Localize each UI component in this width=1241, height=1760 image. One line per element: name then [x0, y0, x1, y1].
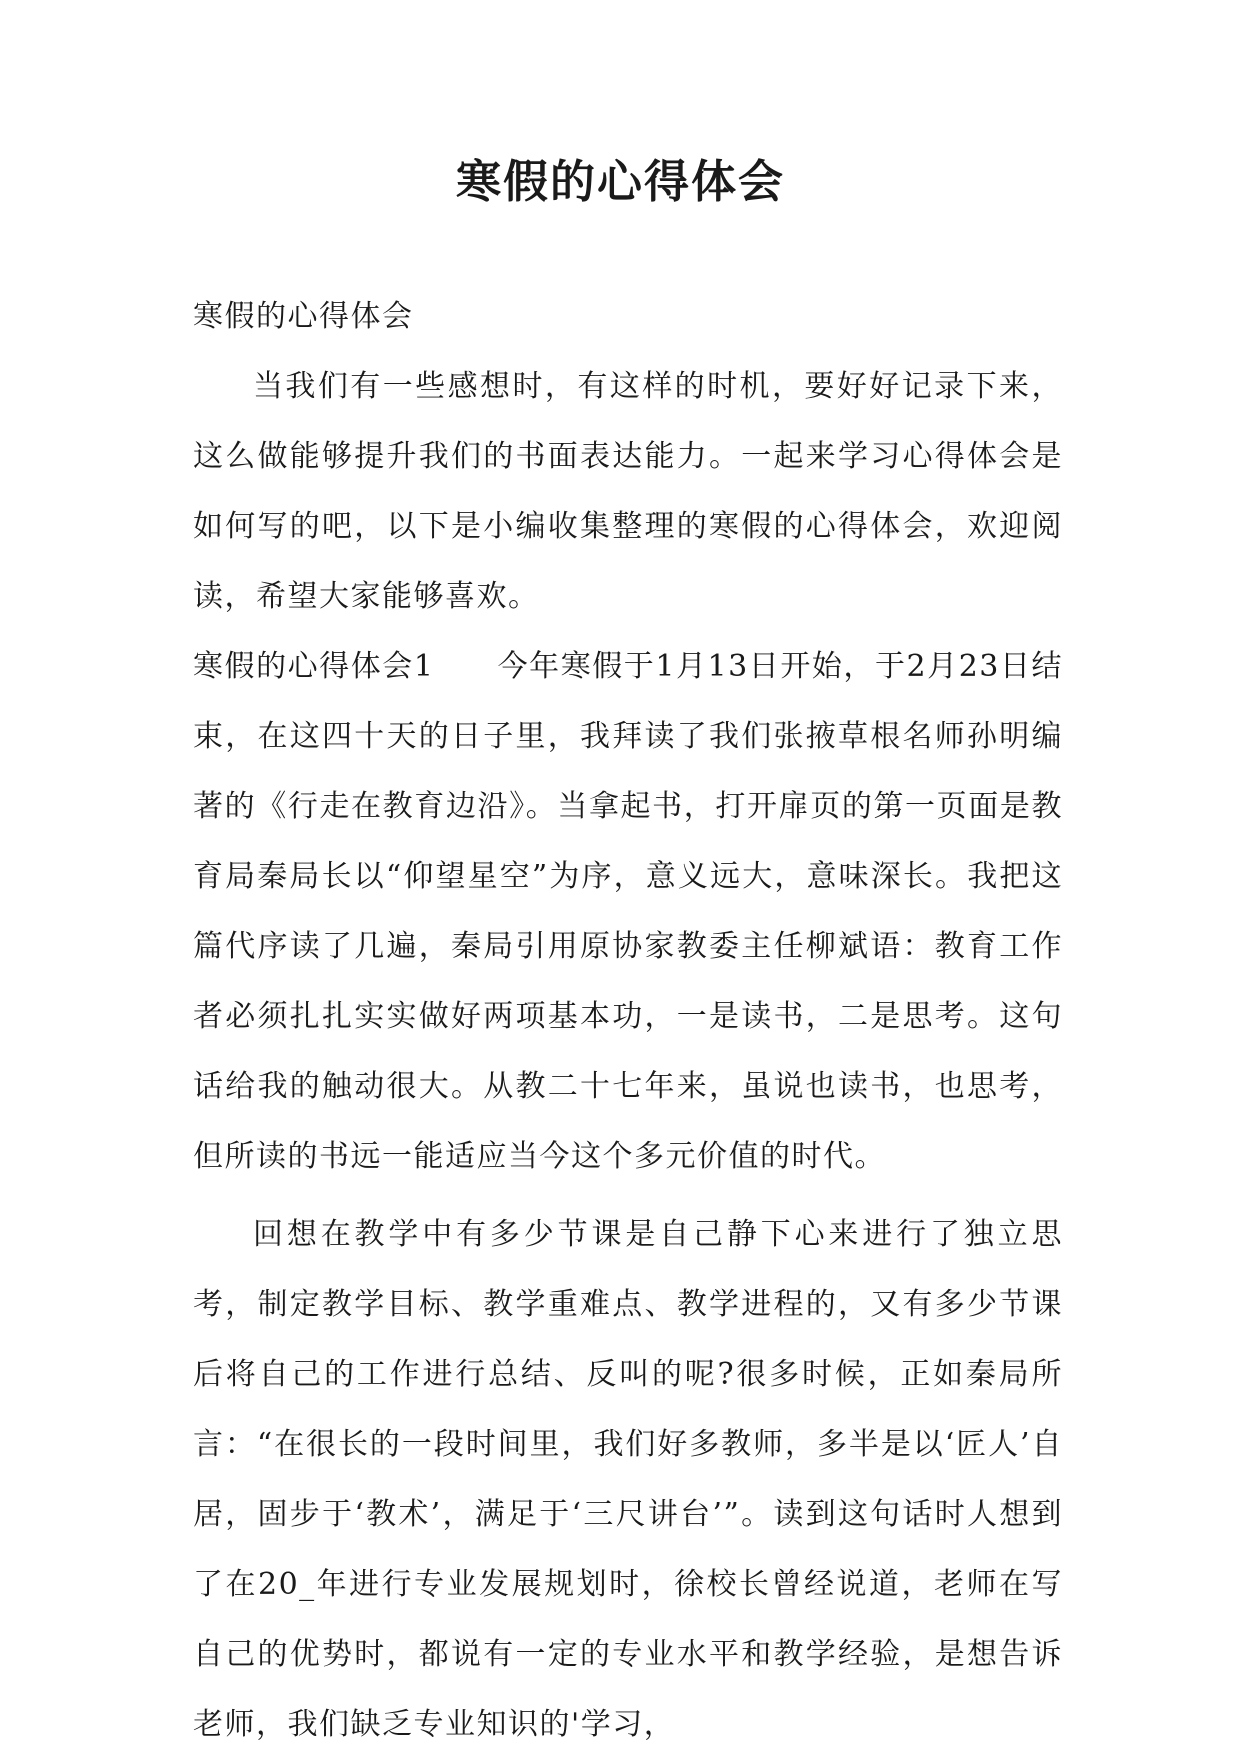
essay-1-paragraph: 寒假的心得体会1 今年寒假于1月13日开始，于2月23日结束，在这四十天的日子里，我拜读了我们张掖草根名师孙明编著的《行走在教育边沿》。当拿起书，打开扉页的第一页面是教育局秦局长以“仰望星空”为序，意义远大，意味深长。我把这篇代序读了几遍，秦局引用原协家教委主任柳斌语：教育工作者必须扎扎实实做好两项基本功，一是读书，二是思考。这句话给我的触动很大。从教二十七年来，虽说也读书，也思考，但所读的书远一能适应当今这个多元价值的时代。	[193, 649, 1063, 1174]
section-subtitle: 寒假的心得体会	[193, 299, 414, 334]
intro-paragraph: 当我们有一些感想时，有这样的时机，要好好记录下来，这么做能够提升我们的书面表达能力。一起来学习心得体会是如何写的吧，以下是小编收集整理的寒假的心得体会，欢迎阅读，希望大家能够喜欢。	[193, 369, 1063, 614]
document-title: 寒假的心得体会	[455, 155, 785, 208]
document-body	[193, 282, 1063, 1760]
reflection-paragraph: 回想在教学中有多少节课是自己静下心来进行了独立思考，制定教学目标、教学重难点、教学进程的，又有多少节课后将自己的工作进行总结、反叫的呢?很多时候，正如秦局所言：“在很长的一段时间里，我们好多教师，多半是以‘匠人’自居，固步于‘教术’，满足于‘三尺讲台’”。读到这句话时人想到了在20_年进行专业发展规划时，徐校长曾经说道，老师在写自己的优势时，都说有一定的专业水平和教学经验，是想告诉老师，我们缺乏专业知识的'学习，	[193, 1217, 1063, 1742]
